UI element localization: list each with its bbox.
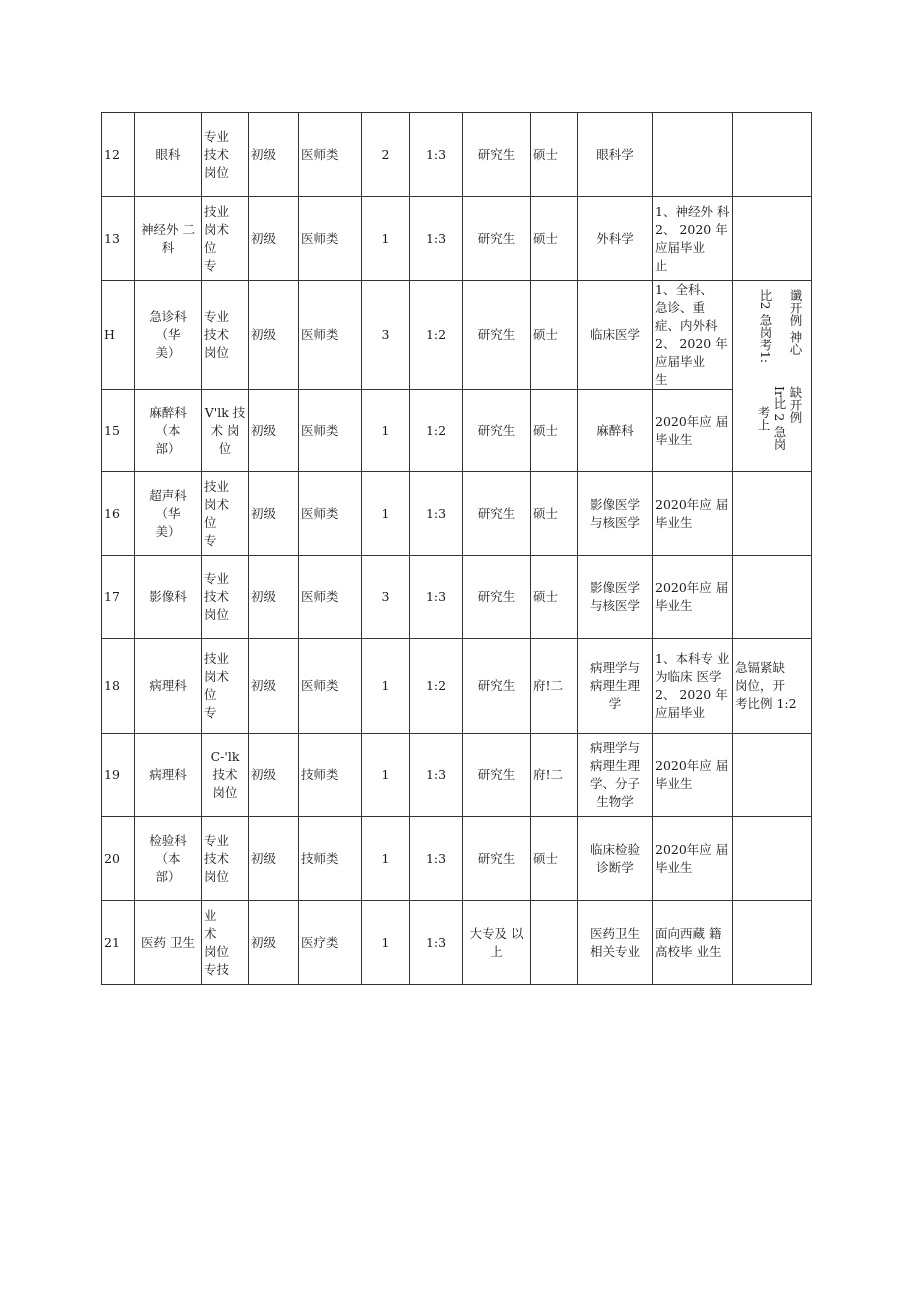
- cell-exam-ratio: 1:3: [410, 472, 463, 556]
- cell-category: 医师类: [299, 472, 362, 556]
- cell-requirement: 1、全科、 急诊、重 症、内外科 2、 2020 年 应届毕业 生: [653, 281, 733, 390]
- cell-requirement: 1、本科专 业 为临床 医学 2、 2020 年 应届毕业: [653, 639, 733, 734]
- cell-post-type: C-'lk 技术 岗位: [202, 734, 249, 817]
- cell-level: 初级: [249, 817, 299, 901]
- cell-department: 麻醉科 （本 部）: [135, 390, 202, 472]
- cell-major: 影像医学 与核医学: [578, 556, 653, 639]
- cell-exam-ratio: 1:3: [410, 556, 463, 639]
- cell-degree: 硕士: [531, 197, 578, 281]
- cell-degree: 硕士: [531, 556, 578, 639]
- cell-headcount: 1: [362, 817, 410, 901]
- table-row: [102, 113, 812, 197]
- cell-note: [733, 472, 812, 556]
- vertical-note-text: 缺开例: [788, 386, 803, 424]
- cell-degree: 硕士: [531, 281, 578, 390]
- cell-department: 超声科 （华 美）: [135, 472, 202, 556]
- vertical-note-text: 比2 急岗考1:: [758, 289, 773, 364]
- cell-exam-ratio: 1:3: [410, 734, 463, 817]
- cell-row-number: 15: [102, 390, 135, 472]
- cell-major: 医药卫生 相关专业: [578, 901, 653, 985]
- cell-degree: 府!二: [531, 734, 578, 817]
- cell-department: 影像科: [135, 556, 202, 639]
- table-row: [102, 901, 812, 985]
- cell-headcount: 1: [362, 197, 410, 281]
- cell-exam-ratio: 1:3: [410, 113, 463, 197]
- cell-degree: 硕士: [531, 113, 578, 197]
- cell-department: 病理科: [135, 639, 202, 734]
- cell-degree: 府!二: [531, 639, 578, 734]
- cell-requirement: 1、神经外 科 2、 2020 年 应届毕业 止: [653, 197, 733, 281]
- cell-department: 眼科: [135, 113, 202, 197]
- cell-major: 麻醉科: [578, 390, 653, 472]
- cell-requirement: 2020年应 届 毕业生: [653, 390, 733, 472]
- cell-row-number: 16: [102, 472, 135, 556]
- cell-category: 技师类: [299, 817, 362, 901]
- cell-education: 研究生: [463, 390, 531, 472]
- table-row: [102, 817, 812, 901]
- cell-exam-ratio: 1:3: [410, 817, 463, 901]
- cell-headcount: 3: [362, 556, 410, 639]
- cell-level: 初级: [249, 901, 299, 985]
- cell-headcount: 3: [362, 281, 410, 390]
- cell-major: 临床医学: [578, 281, 653, 390]
- cell-note: [733, 817, 812, 901]
- cell-exam-ratio: 1:3: [410, 901, 463, 985]
- table-row: [102, 556, 812, 639]
- cell-degree: 硕士: [531, 472, 578, 556]
- cell-department: 医药 卫生: [135, 901, 202, 985]
- cell-degree: 硕士: [531, 817, 578, 901]
- cell-headcount: 1: [362, 734, 410, 817]
- cell-education: 研究生: [463, 281, 531, 390]
- cell-row-number: 13: [102, 197, 135, 281]
- cell-post-type: 专业 技术 岗位: [202, 556, 249, 639]
- cell-level: 初级: [249, 472, 299, 556]
- cell-row-number: 18: [102, 639, 135, 734]
- cell-education: 研究生: [463, 734, 531, 817]
- table-row: [102, 197, 812, 281]
- cell-row-number: 12: [102, 113, 135, 197]
- cell-row-number: 21: [102, 901, 135, 985]
- cell-exam-ratio: 1:2: [410, 281, 463, 390]
- cell-education: 大专及 以 上: [463, 901, 531, 985]
- cell-post-type: 技业 岗术 位 专: [202, 197, 249, 281]
- cell-category: 医疗类: [299, 901, 362, 985]
- cell-degree: [531, 901, 578, 985]
- cell-level: 初级: [249, 556, 299, 639]
- cell-note: [733, 734, 812, 817]
- cell-education: 研究生: [463, 556, 531, 639]
- cell-requirement: 面向西藏 籍 高校毕 业生: [653, 901, 733, 985]
- cell-department: 病理科: [135, 734, 202, 817]
- cell-education: 研究生: [463, 197, 531, 281]
- cell-requirement: 2020年应 届 毕业生: [653, 472, 733, 556]
- cell-post-type: 专业 技术 岗位: [202, 281, 249, 390]
- table-row: [102, 734, 812, 817]
- table-row: [102, 390, 812, 472]
- cell-category: 医师类: [299, 281, 362, 390]
- cell-note: 急镉紧缺 岗位，开 考比例 1:2: [733, 639, 812, 734]
- table-row: [102, 281, 812, 390]
- cell-headcount: 1: [362, 901, 410, 985]
- cell-headcount: 1: [362, 639, 410, 734]
- cell-major: 病理学与 病理生理 学、分子 生物学: [578, 734, 653, 817]
- cell-row-number: 19: [102, 734, 135, 817]
- vertical-note-text: Ir比 2 急岗: [772, 386, 787, 451]
- cell-exam-ratio: 1:2: [410, 639, 463, 734]
- cell-note: [733, 197, 812, 281]
- cell-education: 研究生: [463, 472, 531, 556]
- cell-education: 研究生: [463, 113, 531, 197]
- cell-major: 外科学: [578, 197, 653, 281]
- cell-category: 医师类: [299, 197, 362, 281]
- cell-exam-ratio: 1:3: [410, 197, 463, 281]
- cell-row-number: 20: [102, 817, 135, 901]
- cell-requirement: [653, 113, 733, 197]
- cell-post-type: 业 术 岗位 专技: [202, 901, 249, 985]
- cell-level: 初级: [249, 639, 299, 734]
- cell-note: [733, 113, 812, 197]
- cell-post-type: 技业 岗术 位 专: [202, 472, 249, 556]
- cell-post-type: 技业 岗术 位 专: [202, 639, 249, 734]
- cell-headcount: 2: [362, 113, 410, 197]
- cell-row-number: 17: [102, 556, 135, 639]
- cell-major: 病理学与 病理生理 学: [578, 639, 653, 734]
- cell-exam-ratio: 1:2: [410, 390, 463, 472]
- cell-education: 研究生: [463, 817, 531, 901]
- cell-post-type: 专业 技术 岗位: [202, 113, 249, 197]
- cell-department: 急诊科 （华 美）: [135, 281, 202, 390]
- recruitment-table: [101, 112, 812, 985]
- cell-level: 初级: [249, 734, 299, 817]
- cell-requirement: 2020年应 届 毕业生: [653, 817, 733, 901]
- cell-department: 检验科 （本 部）: [135, 817, 202, 901]
- cell-note: [733, 901, 812, 985]
- cell-note: [733, 556, 812, 639]
- cell-education: 研究生: [463, 639, 531, 734]
- cell-degree: 硕士: [531, 390, 578, 472]
- cell-post-type: V'lk 技 术 岗 位: [202, 390, 249, 472]
- cell-level: 初级: [249, 281, 299, 390]
- cell-requirement: 2020年应 届 毕业生: [653, 734, 733, 817]
- cell-requirement: 2020年应 届 毕业生: [653, 556, 733, 639]
- cell-headcount: 1: [362, 472, 410, 556]
- table-body: [102, 113, 812, 985]
- merged-note-cell: [733, 281, 812, 472]
- cell-headcount: 1: [362, 390, 410, 472]
- cell-level: 初级: [249, 390, 299, 472]
- cell-category: 医师类: [299, 556, 362, 639]
- cell-department: 神经外 二 科: [135, 197, 202, 281]
- cell-major: 眼科学: [578, 113, 653, 197]
- cell-major: 影像医学 与核医学: [578, 472, 653, 556]
- cell-category: 医师类: [299, 113, 362, 197]
- table-row: [102, 639, 812, 734]
- vertical-note-text: 谶开例 神心: [788, 289, 803, 356]
- cell-post-type: 专业 技术 岗位: [202, 817, 249, 901]
- cell-major: 临床检验 诊断学: [578, 817, 653, 901]
- cell-row-number: H: [102, 281, 135, 390]
- cell-level: 初级: [249, 113, 299, 197]
- table-row: [102, 472, 812, 556]
- vertical-note-text: 考上: [756, 406, 771, 431]
- cell-level: 初级: [249, 197, 299, 281]
- cell-category: 技师类: [299, 734, 362, 817]
- cell-category: 医师类: [299, 639, 362, 734]
- cell-category: 医师类: [299, 390, 362, 472]
